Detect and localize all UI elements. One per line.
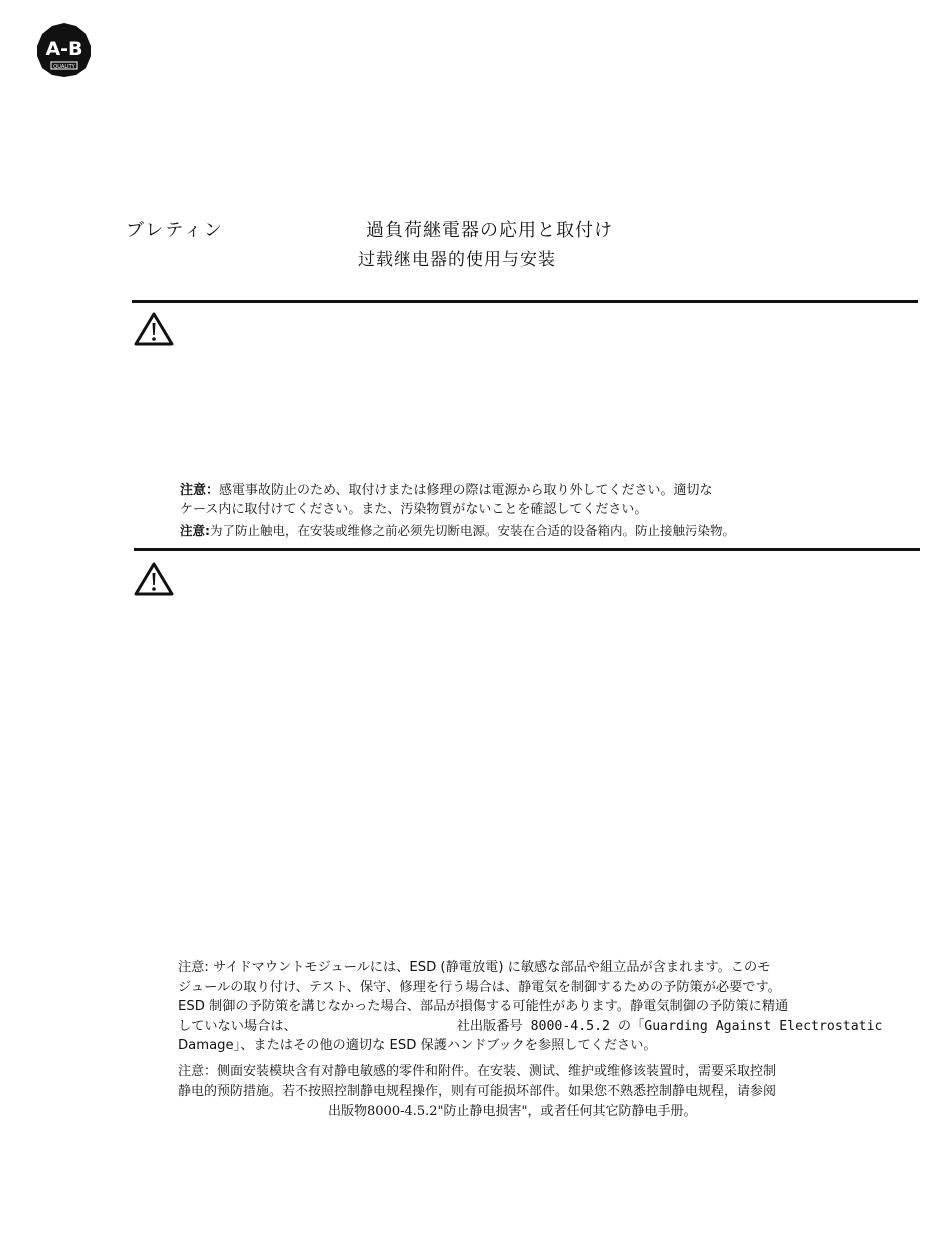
esd-warning-japanese (178, 958, 882, 1056)
shock-warning-chinese (180, 521, 735, 540)
section-divider (134, 548, 920, 551)
page-title-chinese: 过载继电器的使用与安装 (358, 250, 556, 270)
svg-text:QUALITY: QUALITY (53, 64, 75, 70)
shock-warning-japanese (180, 481, 713, 519)
esd-zh-line3: 出版物8000-4.5.2"防止静电损害"，或者任何其它防静电手册。 (328, 1104, 697, 1119)
esd-ja-line1: 注意: サイドマウントモジュールには、ESD (静電放電) に敏感な部品や組立品が含まれます。このモ (178, 960, 771, 975)
shock-warning-zh-text: 为了防止触电，在安装或维修之前必须先切断电源。安装在合适的设备箱内。防止接触污染物。 (210, 523, 736, 538)
shock-warning-ja-line2: ケース内に取付けてください。また、汚染物質がないことを確認してください。 (180, 502, 648, 517)
caution-label: 注意： (180, 483, 220, 498)
esd-ja-line4a: していない場合は、 (178, 1018, 297, 1034)
allen-bradley-logo (36, 22, 92, 78)
esd-ja-line5: Damage」、またはその他の適切な ESD 保護ハンドブックを参照してください。 (178, 1038, 657, 1053)
section-divider (132, 300, 918, 303)
warning-triangle-icon (133, 561, 175, 597)
caution-label: 注意: (180, 523, 210, 538)
page-title-japanese: 過負荷継電器の応用と取付け (366, 220, 613, 241)
esd-zh-line1: 注意：侧面安装模块含有对静电敏感的零件和附件。在安装、测试、维护或维修该装置时，需要采取控制 (178, 1064, 777, 1079)
shock-warning-ja-line1: 感電事故防止のため、取付けまたは修理の際は電源から取り外してください。適切な (219, 483, 713, 498)
warning-triangle-icon (133, 311, 175, 347)
svg-text:A-B: A-B (45, 38, 83, 60)
esd-ja-line4b: 社出版番号 8000-4.5.2 の「Guarding Against Electrostatic (456, 1018, 883, 1034)
esd-ja-line3: ESD 制御の予防策を講じなかった場合、部品が損傷する可能性があります。静電気制御の予防策に精通 (178, 999, 789, 1014)
esd-warning-chinese (178, 1062, 776, 1122)
esd-zh-line2: 静电的预防措施。若不按照控制静电规程操作，则有可能损坏部件。如果您不熟悉控制静电规程，请参阅 (178, 1084, 777, 1099)
esd-ja-line2: ジュールの取り付け、テスト、保守、修理を行う場合は、静電気を制御するための予防策が必要です。 (178, 979, 781, 995)
bulletin-label: ブレティン (126, 220, 224, 241)
